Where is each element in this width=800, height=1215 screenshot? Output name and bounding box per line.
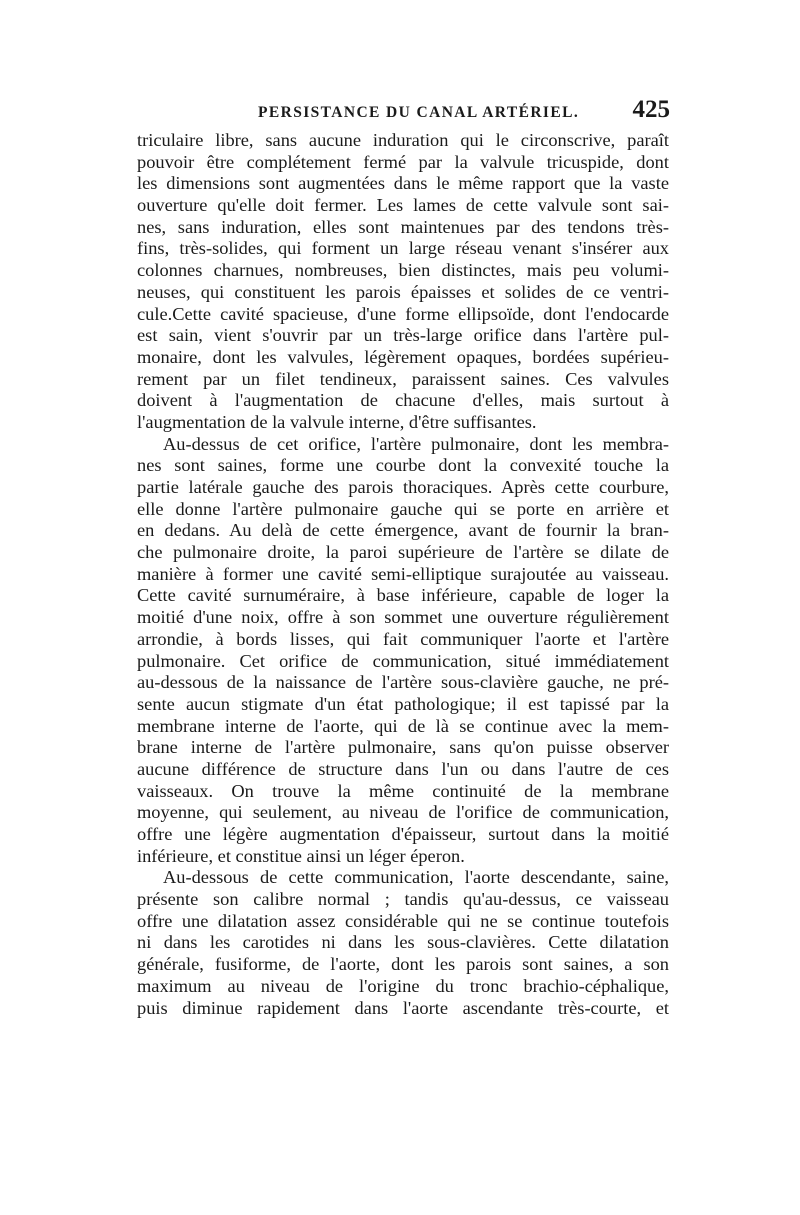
text-line: présente son calibre normal ; tandis qu'au-dessus, ce vaisseau — [137, 889, 669, 910]
text-line: manière à former une cavité semi-elliptique surajoutée au vaisseau. — [137, 563, 669, 584]
text-line: colonnes charnues, nombreuses, bien distinctes, mais peu volumi- — [137, 260, 669, 281]
text-line: pulmonaire. Cet orifice de communication, situé immédiatement — [137, 650, 669, 671]
text-line: brane interne de l'artère pulmonaire, sans qu'on puisse observer — [137, 737, 669, 758]
text-line: Cette cavité surnuméraire, à base inférieure, capable de loger la — [137, 585, 669, 606]
text-line: che pulmonaire droite, la paroi supérieure de l'artère se dilate de — [137, 542, 669, 563]
text-line: en dedans. Au delà de cette émergence, avant de fournir la bran- — [137, 520, 669, 541]
text-line: moyenne, qui seulement, au niveau de l'orifice de communication, — [137, 802, 669, 823]
text-line: nes sont saines, forme une courbe dont la convexité touche la — [137, 455, 669, 476]
text-line: pouvoir être complétement fermé par la valvule tricuspide, dont — [137, 151, 669, 172]
text-line: Au-dessus de cet orifice, l'artère pulmonaire, dont les membra- — [163, 433, 669, 454]
text-line: neuses, qui constituent les parois épaisses et solides de ce ventri- — [137, 281, 669, 302]
text-line: offre une dilatation assez considérable qui ne se continue toutefois — [137, 910, 669, 931]
text-line: moitié d'une noix, offre à son sommet une ouverture régulièrement — [137, 607, 669, 628]
text-line: puis diminue rapidement dans l'aorte ascendante très-courte, et — [137, 997, 669, 1018]
text-line: ouverture qu'elle doit fermer. Les lames de cette valvule sont sai- — [137, 195, 669, 216]
text-line: l'augmentation de la valvule interne, d'être suffisantes. — [137, 411, 537, 432]
text-line: sente aucun stigmate d'un état pathologique; il est tapissé par la — [137, 693, 669, 714]
text-line: rement par un filet tendineux, paraissent saines. Ces valvules — [137, 368, 669, 389]
text-line: est sain, vient s'ouvrir par un très-large orifice dans l'artère pul- — [137, 325, 669, 346]
text-line: les dimensions sont augmentées dans le même rapport que la vaste — [137, 173, 669, 194]
text-line: fins, très-solides, qui forment un large réseau venant s'insérer aux — [137, 238, 669, 259]
body-text — [137, 130, 669, 1019]
text-line: inférieure, et constitue ainsi un léger éperon. — [137, 845, 465, 866]
text-line: offre une légère augmentation d'épaisseur, surtout dans la moitié — [137, 824, 669, 844]
text-line: arrondie, à bords lisses, qui fait communiquer l'aorte et l'artère — [137, 628, 669, 649]
text-line: vaisseaux. On trouve la même continuité de la membrane — [137, 780, 669, 801]
running-title: PERSISTANCE DU CANAL ARTÉRIEL. — [258, 104, 580, 121]
text-line: ni dans les carotides ni dans les sous-clavières. Cette dilatation — [137, 932, 669, 953]
text-line: cule.Cette cavité spacieuse, d'une forme ellipsoïde, dont l'endocarde — [137, 303, 669, 324]
text-line: aucune différence de structure dans l'un ou dans l'autre de ces — [137, 758, 669, 779]
text-line: doivent à l'augmentation de chacune d'elles, mais surtout à — [137, 390, 669, 411]
text-line: elle donne l'artère pulmonaire gauche qui se porte en arrière et — [137, 498, 669, 519]
text-line: nes, sans induration, elles sont maintenues par des tendons très- — [137, 216, 669, 237]
page-number: 425 — [632, 96, 670, 123]
text-line: Au-dessous de cette communication, l'aorte descendante, saine, — [163, 867, 669, 888]
text-line: membrane interne de l'aorte, qui de là se continue avec la mem- — [137, 715, 669, 736]
running-head — [230, 96, 670, 126]
text-line: générale, fusiforme, de l'aorte, dont les parois sont saines, a son — [137, 954, 669, 975]
text-line: au-dessous de la naissance de l'artère sous-clavière gauche, ne pré- — [137, 672, 669, 693]
text-line: monaire, dont les valvules, légèrement opaques, bordées supérieu- — [137, 346, 669, 367]
text-line: partie latérale gauche des parois thoraciques. Après cette courbure, — [137, 477, 669, 497]
text-line: triculaire libre, sans aucune induration qui le circonscrive, paraît — [137, 130, 669, 150]
text-line: maximum au niveau de l'origine du tronc brachio-céphalique, — [137, 975, 669, 996]
